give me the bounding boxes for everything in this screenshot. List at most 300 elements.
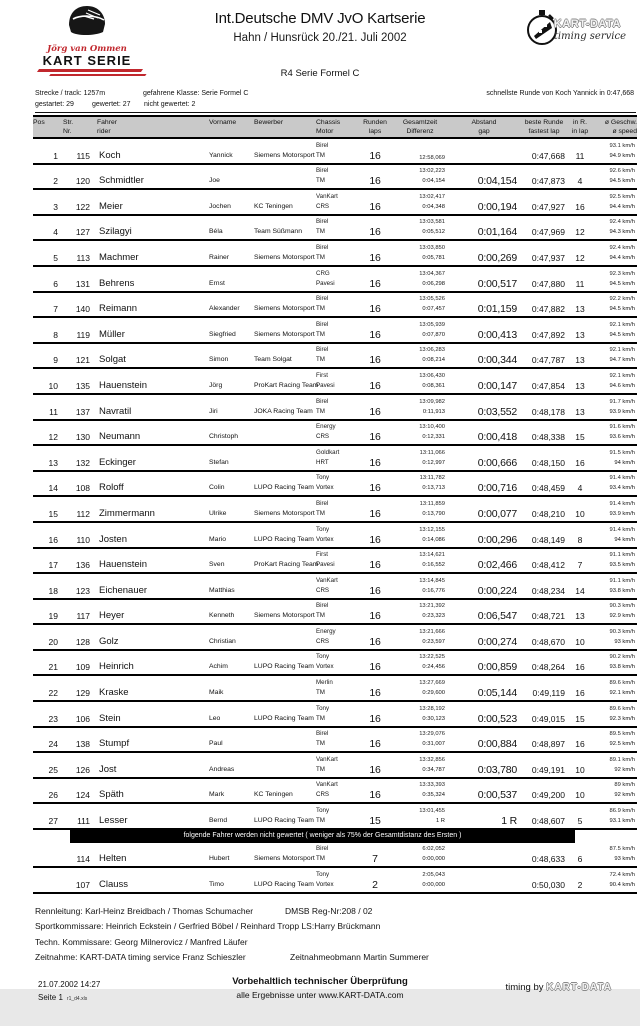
- cell-rider-name: Kraske: [99, 687, 129, 699]
- cell-rider-name: Helten: [99, 853, 127, 865]
- result-row: [33, 241, 637, 267]
- cell-in-lap: 2: [577, 879, 583, 890]
- cell-rider-name: Schmidtler: [99, 175, 144, 187]
- cell-speeds: 92.1 km/h 94.7 km/h: [609, 347, 635, 364]
- cell-first-name: Sven: [209, 561, 225, 569]
- cell-entrant: LUPO Racing Team: [254, 714, 314, 722]
- cell-in-lap: 13: [575, 611, 585, 622]
- cell-in-lap: 4: [577, 483, 583, 494]
- result-row: [33, 702, 637, 728]
- cell-rider-name: Zimmermann: [99, 507, 155, 519]
- cell-kart-number: 108: [75, 483, 90, 494]
- footer-right: [506, 982, 613, 993]
- cell-kart-number: 127: [75, 227, 90, 238]
- cell-first-name: Joe: [209, 177, 220, 185]
- event-location-date: Hahn / Hunsrück 20./21. Juli 2002: [233, 32, 407, 44]
- cell-entrant: LUPO Racing Team: [254, 484, 314, 492]
- cell-laps: 15: [369, 815, 381, 828]
- cell-fastest-lap: 0:47,927: [531, 201, 565, 212]
- cell-kart-number: 109: [75, 662, 90, 673]
- cell-in-lap: 13: [575, 355, 585, 366]
- cell-laps: 16: [369, 507, 381, 520]
- cell-chassis-motor: Tony TM: [316, 704, 330, 722]
- unclassified-row: [33, 843, 637, 869]
- cell-position: 11: [49, 406, 58, 417]
- technical-stewards: Techn. Kommissare: Georg Milnerovicz / Manfred Läufer: [35, 936, 248, 947]
- not-classified-count: nicht gewertet: 2: [144, 101, 196, 108]
- cell-laps: 16: [369, 431, 381, 444]
- cell-rider-name: Müller: [99, 328, 125, 340]
- cell-in-lap: 4: [577, 176, 583, 187]
- page-number: Seite 1: [38, 992, 63, 1002]
- cell-laps: 16: [369, 559, 381, 572]
- cell-position: 13: [48, 457, 58, 468]
- page-title: Int.Deutsche DMV JvO Kartserie: [214, 10, 426, 27]
- cell-total-time-diff: 13:12,155 0:14,086: [419, 526, 445, 543]
- footer-center: [150, 976, 490, 1000]
- cell-entrant: KC Teningen: [254, 791, 293, 799]
- cell-gap: 0:00,418: [477, 431, 517, 444]
- cell-rider-name: Reimann: [99, 303, 138, 315]
- cell-chassis-motor: VanKart TM: [316, 755, 338, 773]
- cell-rider-name: Clauss: [99, 878, 129, 890]
- cell-gap: [448, 139, 520, 163]
- cell-first-name: Yannick: [209, 151, 233, 159]
- cell-position: 9: [53, 355, 58, 366]
- provisional-notice: Vorbehaltlich technischer Überprüfung: [232, 975, 408, 987]
- cell-kart-number: 124: [75, 790, 90, 801]
- cell-total-time-diff: 13:10,400 0:12,331: [419, 424, 445, 441]
- cell-fastest-lap: 0:47,882: [531, 304, 565, 315]
- col-header-chassis: Chassis Motor: [316, 119, 341, 135]
- not-classified-banner: folgende Fahrer werden nicht gewertet ( weniger als 75% der Gesamtdistanz des Ersten ): [70, 830, 575, 843]
- cell-kart-number: 135: [75, 380, 90, 391]
- cell-speeds: 91.4 km/h 93.4 km/h: [609, 475, 635, 492]
- cell-gap: 1 R: [501, 815, 517, 828]
- cell-position: 2: [53, 176, 58, 187]
- result-row: [33, 318, 637, 344]
- result-row: [33, 728, 637, 754]
- cell-rider-name: Lesser: [99, 815, 128, 827]
- cell-in-lap: 10: [575, 764, 585, 775]
- cell-first-name: Matthias: [209, 586, 235, 594]
- cell-gap: 0:00,077: [477, 507, 517, 520]
- cell-gap: 0:00,884: [477, 738, 517, 751]
- cell-in-lap: 13: [575, 406, 585, 417]
- cell-chassis-motor: Birel TM: [316, 499, 329, 517]
- cell-speeds: 91.1 km/h 93.8 km/h: [609, 577, 635, 594]
- cell-fastest-lap: 0:48,721: [531, 611, 565, 622]
- cell-total-time-diff: 13:22,525 0:24,456: [419, 654, 445, 671]
- cell-kart-number: 130: [75, 432, 90, 443]
- cell-fastest-lap: 0:47,873: [531, 176, 565, 187]
- cell-gap: 0:00,716: [477, 482, 517, 495]
- cell-total-time-diff: 6:02,052 0:00,000: [422, 846, 445, 863]
- result-row: [33, 549, 637, 575]
- cell-gap: 0:00,344: [477, 354, 517, 367]
- cell-rider-name: Roloff: [99, 482, 124, 494]
- cell-position: 17: [48, 560, 58, 571]
- cell-chassis-motor: First Pavesi: [316, 371, 335, 389]
- cell-laps: 16: [369, 277, 381, 290]
- race-direction: Rennleitung: Karl-Heinz Breidbach / Thomas Schumacher: [35, 905, 254, 916]
- col-header-rider: Fahrer rider: [97, 119, 118, 135]
- cell-entrant: Siemens Motorsport: [254, 305, 315, 313]
- cell-position: 8: [53, 329, 58, 340]
- cell-speeds: 89.1 km/h 92 km/h: [609, 756, 635, 773]
- helmet-icon: [64, 4, 110, 38]
- cell-gap: 0:04,154: [477, 175, 517, 188]
- cell-in-lap: 13: [575, 380, 585, 391]
- cell-speeds: 92.3 km/h 94.5 km/h: [609, 270, 635, 287]
- cell-chassis-motor: Energy CRS: [316, 627, 336, 645]
- cell-fastest-lap: 0:48,670: [531, 636, 565, 647]
- cell-first-name: Christian: [209, 637, 236, 645]
- cell-gap: 0:03,552: [477, 405, 517, 418]
- cell-gap: 0:01,164: [477, 226, 517, 239]
- cell-position: 14: [48, 483, 58, 494]
- cell-speeds: 92.6 km/h 94.5 km/h: [609, 168, 635, 185]
- cell-total-time-diff: 13:02,417 0:04,348: [419, 193, 445, 210]
- cell-gap: 0:00,859: [477, 661, 517, 674]
- cell-fastest-lap: 0:49,191: [531, 764, 565, 775]
- cell-speeds: 89.5 km/h 92.5 km/h: [609, 731, 635, 748]
- kart-data-brand: KART-DATA: [553, 18, 621, 30]
- col-header-gesamtzeit: Gesamtzeit Differenz: [402, 119, 438, 135]
- cell-kart-number: 126: [75, 764, 90, 775]
- cell-first-name: Siegfried: [209, 330, 236, 338]
- cell-chassis-motor: Birel TM: [316, 141, 329, 159]
- cell-rider-name: Navratil: [99, 405, 132, 417]
- cell-speeds: 91.5 km/h 94 km/h: [609, 449, 635, 466]
- result-row: [33, 267, 637, 293]
- cell-position: 22: [48, 688, 58, 699]
- col-header-in-lap: in R. in lap: [571, 119, 589, 135]
- cell-in-lap: 16: [575, 662, 585, 673]
- cell-kart-number: 129: [75, 688, 90, 699]
- cell-in-lap: 7: [577, 560, 583, 571]
- cell-speeds: 90.2 km/h 93.8 km/h: [609, 654, 635, 671]
- cell-rider-name: Meier: [99, 200, 123, 212]
- cell-gap: 0:00,666: [477, 456, 517, 469]
- cell-rider-name: Szilagyi: [99, 226, 132, 238]
- cell-position: 21: [48, 662, 58, 673]
- timing-by-label: timing by: [505, 981, 544, 993]
- cell-fastest-lap: 0:48,607: [531, 816, 565, 827]
- cell-position: 4: [53, 227, 58, 238]
- cell-entrant: [254, 728, 316, 752]
- cell-first-name: Mario: [209, 535, 226, 543]
- cell-kart-number: 111: [77, 816, 90, 827]
- cell-entrant: ProKart Racing Team: [254, 561, 319, 569]
- cell-kart-number: 122: [75, 201, 90, 212]
- cell-gap: 0:00,523: [477, 712, 517, 725]
- cell-laps: 16: [369, 328, 381, 341]
- cell-entrant: [254, 753, 316, 777]
- cell-entrant: Team Solgat: [254, 356, 292, 364]
- cell-chassis-motor: Birel TM: [316, 845, 329, 863]
- cell-total-time-diff: 13:06,283 0:08,214: [419, 347, 445, 364]
- cell-position: 16: [48, 534, 58, 545]
- cell-fastest-lap: 0:49,015: [531, 713, 565, 724]
- result-row: [33, 523, 637, 549]
- cell-position: 25: [48, 764, 58, 775]
- cell-fastest-lap: 0:47,937: [531, 252, 565, 263]
- cell-speeds: 91.4 km/h 93.9 km/h: [609, 500, 635, 517]
- cell-fastest-lap: 0:48,338: [531, 432, 565, 443]
- cell-laps: 16: [369, 789, 381, 802]
- result-row: [33, 472, 637, 498]
- cell-kart-number: 106: [75, 713, 90, 724]
- cell-speeds: 72.4 km/h 90.4 km/h: [609, 871, 635, 888]
- cell-first-name: Rainer: [209, 253, 230, 261]
- col-header-bewerber: Bewerber: [254, 119, 284, 126]
- cell-fastest-lap: 0:50,030: [531, 879, 565, 890]
- cell-entrant: LUPO Racing Team: [254, 663, 314, 671]
- table-header: [33, 115, 637, 139]
- cell-entrant: [254, 446, 316, 470]
- cell-fastest-lap: 0:49,119: [532, 688, 565, 699]
- cell-in-lap: 10: [575, 790, 585, 801]
- race-info: [35, 90, 636, 113]
- cell-laps: 16: [369, 175, 381, 188]
- cell-speeds: 92.1 km/h 94.5 km/h: [609, 321, 635, 338]
- cell-laps: 16: [369, 200, 381, 213]
- cell-fastest-lap: 0:47,854: [531, 380, 565, 391]
- cell-kart-number: 136: [75, 560, 90, 571]
- cell-entrant: Siemens Motorsport: [254, 151, 315, 159]
- result-row: [33, 369, 637, 395]
- kart-data-footer-brand: KART-DATA: [546, 981, 612, 993]
- cell-speeds: 89 km/h 92 km/h: [614, 782, 635, 799]
- cell-laps: 16: [369, 584, 381, 597]
- cell-fastest-lap: 0:48,210: [531, 508, 565, 519]
- cell-laps: 16: [369, 738, 381, 751]
- cell-fastest-lap: 0:48,149: [531, 534, 565, 545]
- cell-position: 7: [53, 304, 58, 315]
- result-row: [33, 446, 637, 472]
- cell-laps: 16: [369, 405, 381, 418]
- cell-in-lap: 15: [575, 713, 585, 724]
- cell-speeds: 92.2 km/h 94.5 km/h: [609, 296, 635, 313]
- cell-speeds: 86.9 km/h 93.1 km/h: [609, 808, 635, 825]
- cell-fastest-lap: 0:48,178: [531, 406, 565, 417]
- cell-gap: 0:00,296: [477, 533, 517, 546]
- result-row: [33, 779, 637, 805]
- cell-gap: 0:02,466: [477, 559, 517, 572]
- cell-kart-number: 120: [75, 176, 90, 187]
- cell-chassis-motor: Birel TM: [316, 295, 329, 313]
- cell-kart-number: 140: [75, 304, 90, 315]
- cell-laps: 16: [369, 456, 381, 469]
- cell-fastest-lap: 0:47,969: [531, 227, 565, 238]
- cell-first-name: Stefan: [209, 458, 229, 466]
- cell-gap: 0:00,517: [477, 277, 517, 290]
- cell-fastest-lap: 0:47,880: [531, 278, 565, 289]
- cell-speeds: 89.6 km/h 92.1 km/h: [609, 680, 635, 697]
- cell-in-lap: 10: [575, 636, 585, 647]
- cell-laps: 7: [372, 853, 378, 866]
- cell-laps: 16: [369, 687, 381, 700]
- cell-gap: 0:00,269: [477, 251, 517, 264]
- classified-count: gewertet: 27: [92, 101, 131, 108]
- cell-chassis-motor: Goldkart HRT: [316, 448, 340, 466]
- cell-first-name: Bernd: [209, 817, 228, 825]
- cell-chassis-motor: Tony TM: [316, 807, 330, 825]
- cell-chassis-motor: Tony Vortex: [316, 653, 334, 671]
- result-row: [33, 293, 637, 319]
- cell-total-time-diff: 13:05,939 0:07,870: [419, 321, 445, 338]
- cell-rider-name: Stein: [99, 712, 121, 724]
- cell-speeds: 91.6 km/h 93.6 km/h: [609, 424, 635, 441]
- title-block: [120, 10, 520, 44]
- cell-in-lap: 16: [575, 201, 585, 212]
- cell-kart-number: 113: [76, 252, 90, 263]
- cell-position: 23: [48, 713, 58, 724]
- cell-chassis-motor: Birel TM: [316, 397, 329, 415]
- cell-total-time-diff: 13:14,621 0:16,552: [419, 552, 445, 569]
- cell-fastest-lap: 0:48,459: [531, 483, 565, 494]
- print-datetime: 21.07.2002 14:27: [38, 979, 101, 989]
- cell-total-time-diff: 13:06,430 0:08,361: [419, 372, 445, 389]
- cell-total-time-diff: 13:14,845 0:16,776: [419, 577, 445, 594]
- cell-laps: 16: [369, 226, 381, 239]
- cell-rider-name: Koch: [99, 149, 121, 161]
- cell-speeds: 90.3 km/h 92.9 km/h: [609, 603, 635, 620]
- cell-gap: 0:00,194: [477, 200, 517, 213]
- cell-laps: 16: [369, 354, 381, 367]
- cell-kart-number: 119: [76, 329, 90, 340]
- cell-position: 15: [48, 508, 58, 519]
- cell-entrant: Team Süßmann: [254, 228, 302, 236]
- cell-speeds: 87.5 km/h 93 km/h: [609, 846, 635, 863]
- cell-fastest-lap: 0:48,897: [531, 739, 565, 750]
- cell-chassis-motor: Tony Vortex: [316, 525, 334, 543]
- cell-laps: 16: [369, 635, 381, 648]
- cell-fastest-lap: 0:48,412: [531, 560, 565, 571]
- cell-kart-number: 112: [76, 508, 90, 519]
- cell-kart-number: 115: [76, 150, 90, 161]
- cell-position: 3: [53, 201, 58, 212]
- results-url-note: alle Ergebnisse unter www.KART-DATA.com: [236, 989, 404, 1000]
- cell-first-name: Colin: [209, 484, 225, 492]
- cell-position: [33, 843, 63, 867]
- cell-chassis-motor: VanKart CRS: [316, 781, 338, 799]
- cell-chassis-motor: CRG Pavesi: [316, 269, 335, 287]
- source-file: r1_d4.xls: [66, 995, 88, 1002]
- timekeeping-chief: Zeitnahmeobmann Martin Summerer: [290, 952, 429, 963]
- cell-rider-name: Behrens: [99, 277, 135, 289]
- cell-entrant: JOKA Racing Team: [254, 407, 313, 415]
- result-row: [33, 344, 637, 370]
- cell-first-name: Jiri: [209, 407, 218, 415]
- cell-gap: 0:00,537: [477, 789, 517, 802]
- officials-line-1: [35, 904, 640, 920]
- cell-kart-number: 123: [75, 585, 90, 596]
- result-row: [33, 190, 637, 216]
- cell-gap: 0:05,144: [477, 687, 517, 700]
- cell-entrant: Siemens Motorsport: [254, 855, 315, 863]
- results-table: [33, 115, 637, 894]
- cell-rider-name: Machmer: [99, 251, 139, 263]
- cell-in-lap: 13: [575, 304, 585, 315]
- officials-block: [35, 904, 640, 966]
- result-row: [33, 497, 637, 523]
- race-info-line-1: [35, 90, 636, 97]
- cell-position: 18: [48, 585, 58, 596]
- cell-first-name: Simon: [209, 356, 229, 364]
- cell-laps: 16: [369, 712, 381, 725]
- cell-laps: 16: [369, 303, 381, 316]
- cell-in-lap: 6: [577, 854, 583, 865]
- cell-chassis-motor: Birel TM: [316, 730, 329, 748]
- cell-in-lap: 11: [575, 150, 585, 161]
- cell-fastest-lap: 0:48,150: [531, 457, 565, 468]
- col-header-nr: Str. Nr.: [63, 119, 74, 135]
- col-header-speed: ø Geschw. ø speed: [604, 119, 637, 135]
- cell-chassis-motor: VanKart CRS: [316, 576, 338, 594]
- cell-total-time-diff: 13:03,581 0:05,512: [419, 219, 445, 236]
- cell-entrant: LUPO Racing Team: [254, 535, 314, 543]
- cell-in-lap: 15: [575, 432, 585, 443]
- cell-rider-name: Eichenauer: [99, 584, 148, 596]
- cell-in-lap: 16: [575, 739, 585, 750]
- cell-rider-name: Stumpf: [99, 738, 130, 750]
- unclassified-row: [33, 868, 637, 894]
- cell-laps: 2: [372, 878, 378, 891]
- cell-position: 1: [53, 150, 58, 161]
- cell-rider-name: Solgat: [99, 354, 126, 366]
- cell-speeds: 92.1 km/h 94.6 km/h: [609, 372, 635, 389]
- cell-entrant: Siemens Motorsport: [254, 253, 315, 261]
- cell-entrant: [254, 165, 316, 189]
- cell-position: 26: [48, 790, 58, 801]
- cell-chassis-motor: First Pavesi: [316, 551, 335, 569]
- result-row: [33, 804, 637, 830]
- cell-total-time-diff: 2:05,043 0:00,000: [422, 871, 445, 888]
- cell-gap: 0:06,547: [477, 610, 517, 623]
- cell-first-name: Timo: [209, 880, 224, 888]
- cell-entrant: Siemens Motorsport: [254, 509, 315, 517]
- cell-entrant: [254, 676, 316, 700]
- cell-total-time-diff: 13:05,526 0:07,457: [419, 296, 445, 313]
- cell-kart-number: 138: [75, 739, 90, 750]
- cell-first-name: Maik: [209, 689, 224, 697]
- cell-in-lap: 10: [575, 508, 585, 519]
- cell-laps: 16: [369, 533, 381, 546]
- series-label: R4 Serie Formel C: [280, 68, 360, 79]
- cell-in-lap: 5: [577, 816, 583, 827]
- cell-entrant: ProKart Racing Team: [254, 381, 319, 389]
- cell-total-time-diff: 13:32,856 0:34,787: [419, 756, 445, 773]
- cell-first-name: Hubert: [209, 855, 230, 863]
- cell-in-lap: 12: [575, 227, 585, 238]
- cell-chassis-motor: Birel TM: [316, 346, 329, 364]
- cell-chassis-motor: Birel TM: [316, 167, 329, 185]
- result-row: [33, 753, 637, 779]
- cell-speeds: 93.1 km/h 94.9 km/h: [609, 142, 635, 159]
- cell-chassis-motor: Birel TM: [316, 218, 329, 236]
- cell-laps: 16: [369, 661, 381, 674]
- result-row: [33, 651, 637, 677]
- cell-gap: 0:00,413: [477, 328, 517, 341]
- cell-gap: 0:00,274: [477, 635, 517, 648]
- result-row: [33, 600, 637, 626]
- cell-position: 12: [48, 432, 58, 443]
- cell-entrant: LUPO Racing Team: [254, 817, 314, 825]
- cell-first-name: Andreas: [209, 765, 235, 773]
- page-header: [0, 0, 640, 88]
